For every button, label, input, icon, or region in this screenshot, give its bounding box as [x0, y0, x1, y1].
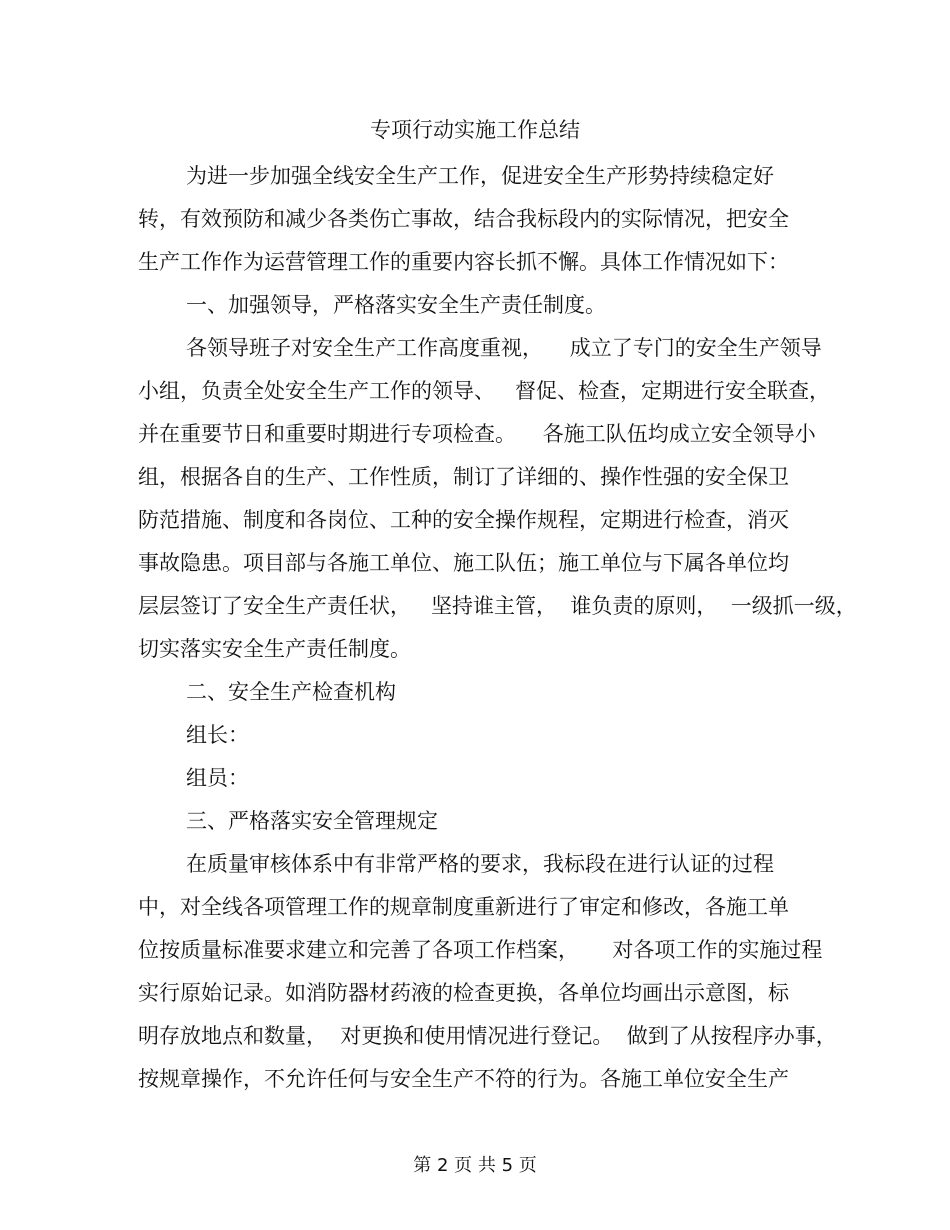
paragraph-line: 切实落实安全生产责任制度。 [138, 637, 411, 661]
paragraph-line: 按规章操作，不允许任何与安全生产不符的行为。各施工单位安全生产 [138, 1067, 789, 1091]
paragraph-line: 生产工作作为运营管理工作的重要内容长抓不懈。具体工作情况如下： [138, 250, 789, 274]
leader-label: 组长： [186, 723, 249, 747]
paragraph-line: 转，有效预防和减少各类伤亡事故，结合我标段内的实际情况，把安全 [138, 207, 789, 231]
paragraph-line: 组，根据各自的生产、工作性质，制订了详细的、操作性强的安全保卫 [138, 465, 789, 489]
paragraph-line: 实行原始记录。如消防器材药液的检查更换，各单位均画出示意图，标 [138, 981, 789, 1005]
paragraph-line: 小组，负责全处安全生产工作的领导、 督促、检查，定期进行安全联查， [138, 379, 831, 403]
page-number-footer: 第 2 页 共 5 页 [413, 1155, 537, 1176]
document-title: 专项行动实施工作总结 [370, 118, 580, 142]
paragraph-line: 中，对全线各项管理工作的规章制度重新进行了审定和修改，各施工单 [138, 895, 789, 919]
paragraph-line: 为进一步加强全线安全生产工作，促进安全生产形势持续稳定好 [186, 164, 774, 188]
paragraph-line: 明存放地点和数量， 对更换和使用情况进行登记。 做到了从按程序办事， [138, 1024, 837, 1048]
section-heading: 三、严格落实安全管理规定 [186, 809, 438, 833]
section-heading: 一、加强领导，严格落实安全生产责任制度。 [186, 293, 606, 317]
paragraph-line: 各领导班子对安全生产工作高度重视， 成立了专门的安全生产领导 [186, 336, 822, 360]
paragraph-line: 层层签订了安全生产责任状， 坚持谁主管， 谁负责的原则， 一级抓一级， [138, 594, 857, 618]
paragraph-line: 防范措施、制度和各岗位、工种的安全操作规程，定期进行检查，消灭 [138, 508, 789, 532]
member-label: 组员： [186, 766, 249, 790]
paragraph-line: 事故隐患。项目部与各施工单位、施工队伍；施工单位与下属各单位均 [138, 551, 789, 575]
paragraph-line: 在质量审核体系中有非常严格的要求，我标段在进行认证的过程 [186, 852, 774, 876]
section-heading: 二、安全生产检查机构 [186, 680, 396, 704]
paragraph-line: 位按质量标准要求建立和完善了各项工作档案， 对各项工作的实施过程 [138, 938, 823, 962]
paragraph-line: 并在重要节日和重要时期进行专项检查。 各施工队伍均成立安全领导小 [138, 422, 816, 446]
